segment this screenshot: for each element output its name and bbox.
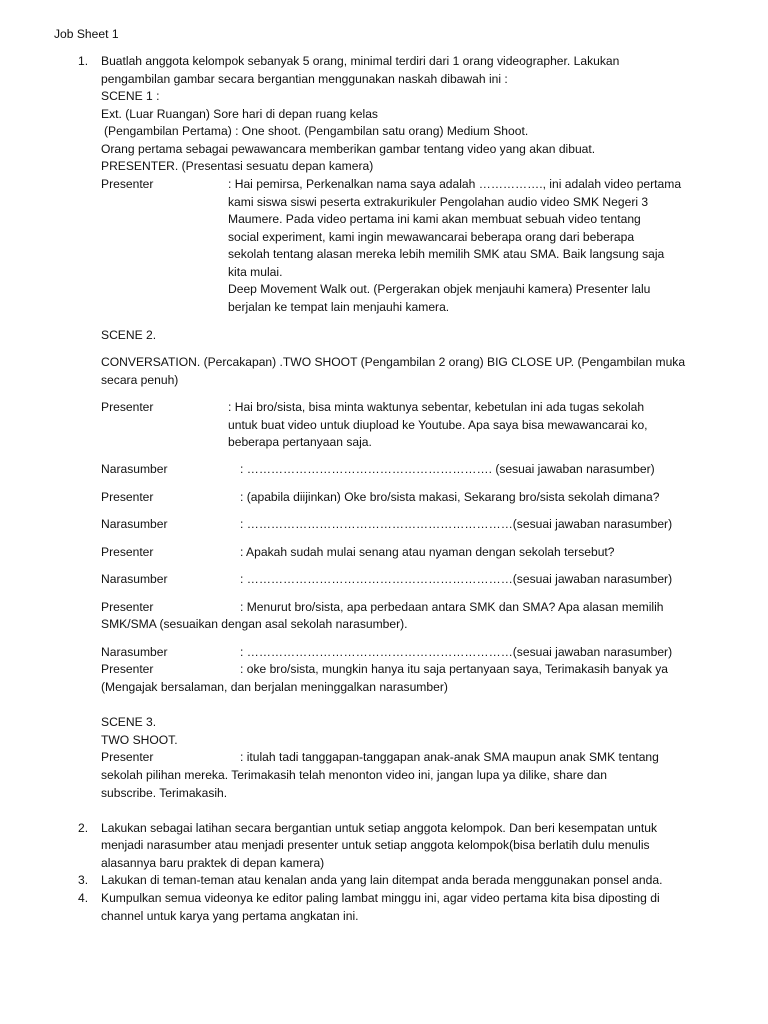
scene2-presenter-line: beberapa pertanyaan saja. xyxy=(228,435,372,449)
scene1-line: kami siswa siswi peserta extrakurikuler Pengolahan audio video SMK Negeri 3 xyxy=(228,195,649,209)
item4-line: Kumpulkan semua videonya ke editor paling lambat minggu ini, agar video pertama kita bisa diposting di xyxy=(101,891,660,905)
scene2-speaker-presenter: Presenter xyxy=(101,545,154,559)
item3-line: Lakukan di teman-teman atau kenalan anda yang lain ditempat anda berada menggunakan ponsel anda. xyxy=(101,873,663,887)
scene2-speaker-narasumber: Narasumber xyxy=(101,517,168,531)
scene1-ext: Ext. (Luar Ruangan) Sore hari di depan ruang kelas xyxy=(101,107,378,121)
scene2-presenter-line: : Menurut bro/sista, apa perbedaan antara SMK dan SMA? Apa alasan memilih xyxy=(240,600,664,614)
scene2-conv-line-1: CONVERSATION. (Percakapan) .TWO SHOOT (Pengambilan 2 orang) BIG CLOSE UP. (Pengambilan muka xyxy=(101,355,686,369)
scene1-line: Maumere. Pada video pertama ini kami akan membuat sebuah video tentang xyxy=(228,212,641,226)
item2-line: alasannya baru praktek di depan kamera) xyxy=(101,856,325,870)
item4-line: channel untuk karya yang pertama angkatan ini. xyxy=(101,909,359,923)
scene1-line: kita mulai. xyxy=(228,265,283,279)
scene1-shot: (Pengambilan Pertama) : One shoot. (Pengambilan satu orang) Medium Shoot. xyxy=(104,124,529,138)
scene2-narasumber-line: : …………………………………………………………(sesuai jawaban narasumber) xyxy=(240,517,673,531)
scene1-desc: Orang pertama sebagai pewawancara memberikan gambar tentang video yang akan dibuat. xyxy=(101,142,596,156)
scene2-speaker-presenter: Presenter xyxy=(101,600,154,614)
item1-intro-line-1: Buatlah anggota kelompok sebanyak 5 orang, minimal terdiri dari 1 orang videographer. Lakukan xyxy=(101,54,620,68)
scene2-narasumber-line: : ……………………………………………………. (sesuai jawaban narasumber) xyxy=(240,462,655,476)
scene1-heading: SCENE 1 : xyxy=(101,89,160,103)
scene3-line: sekolah pilihan mereka. Terimakasih telah menonton video ini, jangan lupa ya dilike, share dan xyxy=(101,768,608,782)
scene2-presenter-line: : Hai bro/sista, bisa minta waktunya sebentar, kebetulan ini ada tugas sekolah xyxy=(228,400,645,414)
scene1-line: sekolah tentang alasan mereka lebih memilih SMK atau SMA. Baik langsung saja xyxy=(228,247,665,261)
scene1-line: : Hai pemirsa, Perkenalkan nama saya adalah ……………., ini adalah video pertama xyxy=(228,177,682,191)
list-number-1: 1. xyxy=(78,54,89,68)
scene3-line: subscribe. Terimakasih. xyxy=(101,786,228,800)
scene2-conv-line-2: secara penuh) xyxy=(101,373,179,387)
scene2-speaker-presenter: Presenter xyxy=(101,662,154,676)
scene2-speaker-presenter: Presenter xyxy=(101,490,154,504)
scene2-heading: SCENE 2. xyxy=(101,328,157,342)
scene2-presenter-line: : (apabila diijinkan) Oke bro/sista makasi, Sekarang bro/sista sekolah dimana? xyxy=(240,490,660,504)
scene1-line: social experiment, kami ingin mewawancarai beberapa orang dari beberapa xyxy=(228,230,635,244)
scene3-heading: SCENE 3. xyxy=(101,715,157,729)
page-title: Job Sheet 1 xyxy=(54,27,119,41)
scene3-shot: TWO SHOOT. xyxy=(101,733,178,747)
scene2-narasumber-line: : …………………………………………………………(sesuai jawaban narasumber) xyxy=(240,645,673,659)
scene3-speaker: Presenter xyxy=(101,750,154,764)
item2-line: menjadi narasumber atau menjadi presenter untuk setiap anggota kelompok(bisa berlatih dulu menulis xyxy=(101,838,650,852)
scene2-speaker-narasumber: Narasumber xyxy=(101,645,168,659)
scene2-presenter-line: : Apakah sudah mulai senang atau nyaman dengan sekolah tersebut? xyxy=(240,545,615,559)
scene3-line: : itulah tadi tanggapan-tanggapan anak-anak SMA maupun anak SMK tentang xyxy=(240,750,659,764)
list-number-4: 4. xyxy=(78,891,89,905)
scene1-line: berjalan ke tempat lain menjauhi kamera. xyxy=(228,300,450,314)
scene2-presenter-line: SMK/SMA (sesuaikan dengan asal sekolah narasumber). xyxy=(101,617,408,631)
scene2-presenter-line: untuk buat video untuk diupload ke Youtube. Apa saya bisa mewawancarai ko, xyxy=(228,418,648,432)
scene1-speaker: Presenter xyxy=(101,177,154,191)
item2-line: Lakukan sebagai latihan secara bergantian untuk setiap anggota kelompok. Dan beri kesempatan untuk xyxy=(101,821,658,835)
scene2-narasumber-line: : …………………………………………………………(sesuai jawaban narasumber) xyxy=(240,572,673,586)
scene1-presenter-def: PRESENTER. (Presentasi sesuatu depan kamera) xyxy=(101,159,374,173)
scene2-speaker-narasumber: Narasumber xyxy=(101,572,168,586)
item1-intro-line-2: pengambilan gambar secara bergantian menggunakan naskah dibawah ini : xyxy=(101,72,508,86)
scene2-speaker-narasumber: Narasumber xyxy=(101,462,168,476)
list-number-3: 3. xyxy=(78,873,89,887)
list-number-2: 2. xyxy=(78,821,89,835)
scene2-presenter-line: : oke bro/sista, mungkin hanya itu saja pertanyaan saya, Terimakasih banyak ya xyxy=(240,662,668,676)
scene2-presenter-line: (Mengajak bersalaman, dan berjalan meninggalkan narasumber) xyxy=(101,680,448,694)
scene2-speaker-presenter: Presenter xyxy=(101,400,154,414)
scene1-line: Deep Movement Walk out. (Pergerakan objek menjauhi kamera) Presenter lalu xyxy=(228,282,651,296)
